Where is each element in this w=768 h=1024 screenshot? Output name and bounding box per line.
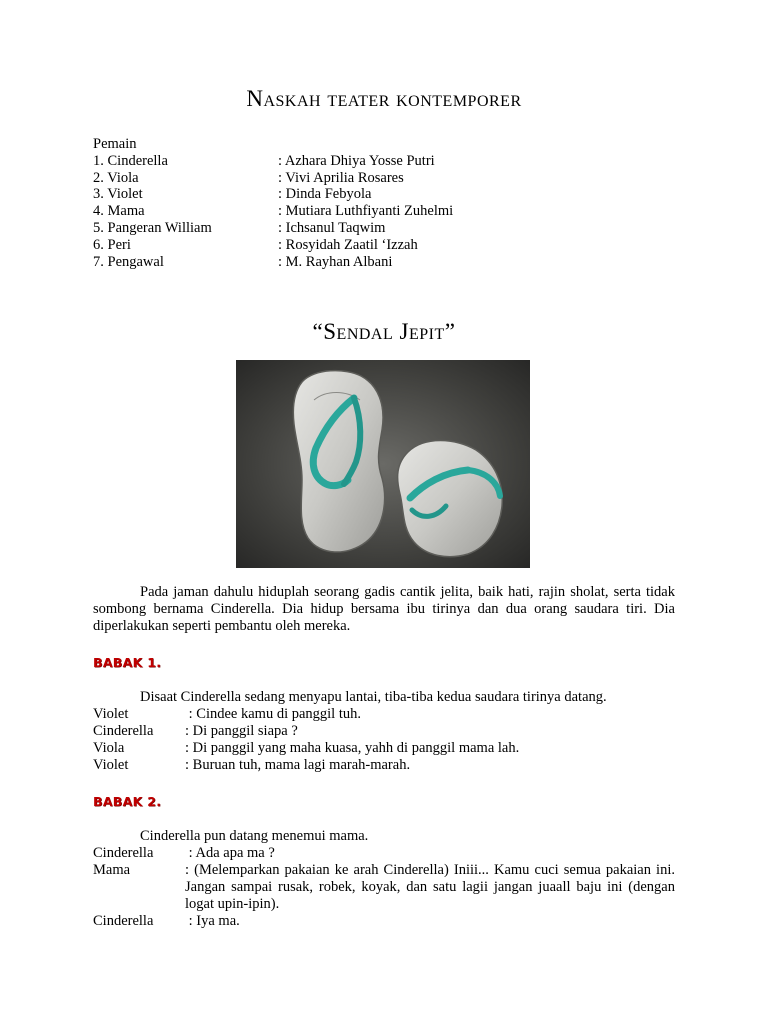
cast-actor: : Azhara Dhiya Yosse Putri xyxy=(278,152,435,169)
dialog-text: : Buruan tuh, mama lagi marah-marah. xyxy=(185,757,411,773)
dialog-line xyxy=(93,845,675,862)
cast-list xyxy=(93,136,454,270)
cast-actor: : Ichsanul Taqwim xyxy=(278,219,386,236)
cast-role: 1. Cinderella xyxy=(93,152,168,169)
cast-actor: : Dinda Febyola xyxy=(278,186,372,203)
dialog-line xyxy=(93,740,675,757)
cast-row xyxy=(93,152,435,170)
cast-heading: Pemain xyxy=(93,136,137,152)
cast-role: 5. Pangeran William xyxy=(93,219,212,236)
cast-actor: : Vivi Aprilia Rosares xyxy=(278,169,404,186)
right-sandal xyxy=(398,441,503,557)
cast-row xyxy=(93,219,386,237)
speaker: Violet xyxy=(93,757,129,773)
babak-2-dialog xyxy=(93,845,675,930)
speaker: Cinderella xyxy=(93,913,154,929)
cast-row xyxy=(93,253,393,271)
dialog-line xyxy=(93,706,675,723)
dialog-line xyxy=(93,862,675,913)
speaker: Violet xyxy=(93,706,129,722)
speaker: Cinderella xyxy=(93,845,154,861)
dialog-line xyxy=(93,723,675,740)
cast-row xyxy=(93,169,404,187)
intro-paragraph: Pada jaman dahulu hiduplah seorang gadis cantik jelita, baik hati, rajin sholat, serta tidak sombong bernama Cinderella. Dia hidup bersama ibu tirinya dan dua orang saudara tiri. Dia diperlakukan seperti pembantu oleh mereka. xyxy=(93,584,675,634)
cast-actor: : M. Rayhan Albani xyxy=(278,253,393,270)
cast-actor: : Mutiara Luthfiyanti Zuhelmi xyxy=(278,203,454,220)
speaker: Mama xyxy=(93,862,131,878)
play-title: “Sendal Jepit” xyxy=(312,319,456,344)
cast-row xyxy=(93,186,372,203)
dialog-text: : (Melemparkan pakaian ke arah Cinderella) Iniii... Kamu cuci semua pakaian ini. Jangan sampai rusak, robek, koyak, dan satu lagii jangan juaall baju ini (dengan logat upin-ipin). xyxy=(185,862,675,912)
dialog-text: : Cindee kamu di panggil tuh. xyxy=(185,706,361,722)
cast-actor: : Rosyidah Zaatil ‘Izzah xyxy=(278,236,418,253)
babak-1-dialog xyxy=(93,706,675,774)
cast-row xyxy=(93,203,454,220)
dialog-text: : Di panggil siapa ? xyxy=(185,723,298,739)
flip-flops-photo xyxy=(236,360,530,568)
cast-row xyxy=(93,236,418,254)
dialog-text: : Di panggil yang maha kuasa, yahh di panggil mama lah. xyxy=(185,740,520,756)
babak-1-narration: Disaat Cinderella sedang menyapu lantai, tiba-tiba kedua saudara tirinya datang. xyxy=(140,689,607,705)
babak-2-narration: Cinderella pun datang menemui mama. xyxy=(140,828,369,844)
cast-role: 2. Viola xyxy=(93,169,139,186)
dialog-text: : Iya ma. xyxy=(185,913,240,929)
speaker: Viola xyxy=(93,740,125,756)
cast-role: 6. Peri xyxy=(93,236,131,253)
cast-role: 3. Violet xyxy=(93,186,143,203)
dialog-text: : Ada apa ma ? xyxy=(185,845,275,861)
dialog-line xyxy=(93,757,675,774)
dialog-line xyxy=(93,913,675,930)
speaker: Cinderella xyxy=(93,723,154,739)
document-title: Naskah teater kontemporer xyxy=(246,86,522,111)
babak-2-heading: BABAK 2. xyxy=(93,794,162,809)
cast-role: 7. Pengawal xyxy=(93,253,164,270)
left-sandal xyxy=(293,371,384,552)
cast-role: 4. Mama xyxy=(93,203,145,220)
babak-1-heading: BABAK 1. xyxy=(93,655,162,670)
